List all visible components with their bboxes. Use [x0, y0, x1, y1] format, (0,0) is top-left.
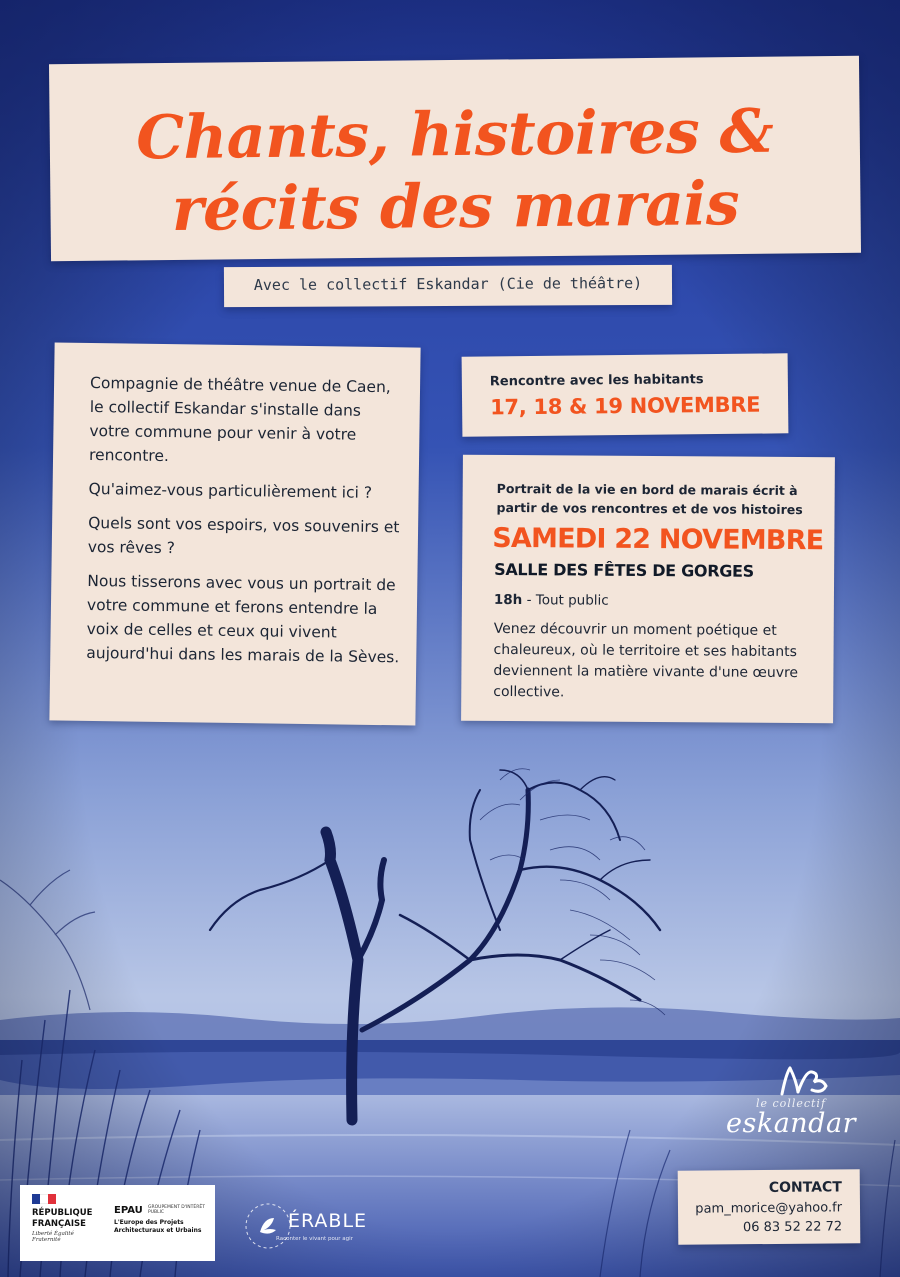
- title-panel: [49, 56, 861, 261]
- event-date: SAMEDI 22 NOVEMBRE: [492, 522, 824, 557]
- title-line-2: récits des marais: [171, 169, 740, 245]
- event-time: 18h: [493, 591, 523, 609]
- event-time-row: [494, 592, 609, 609]
- intro-paragraph: Compagnie de théâtre venue de Caen, le collectif Eskandar s'installe dans votre commune pour venir à votre rencontre.: [88, 373, 391, 466]
- eskandar-small-text: le collectif: [756, 1097, 827, 1110]
- intro-paragraph: Qu'aimez-vous particulièrement ici ?: [88, 479, 373, 502]
- title-line-1: Chants, histoires &: [135, 96, 774, 174]
- event-intro: Portrait de la vie en bord de marais écrit à partir de vos rencontres et de vos histoires: [496, 480, 803, 518]
- republique-line-1: RÉPUBLIQUE: [32, 1208, 93, 1218]
- epau-gip: GROUPEMENT D'INTÉRÊT PUBLIC: [148, 1205, 205, 1215]
- epau-name: EPAU: [114, 1205, 143, 1216]
- subtitle: Avec le collectif Eskandar (Cie de théâtre): [253, 273, 643, 295]
- contact-panel: [678, 1169, 861, 1245]
- meetings-panel: [462, 353, 789, 436]
- french-flag-icon: [32, 1194, 56, 1204]
- event-panel: [461, 455, 835, 724]
- intro-paragraph: Nous tisserons avec vous un portrait de votre commune et ferons entendre la voix de celles et ceux qui vivent aujourd'hui dans les marais de la Sèves.: [86, 571, 400, 667]
- republique-line-2: FRANÇAISE: [32, 1219, 86, 1229]
- eskandar-name: eskandar: [726, 1108, 856, 1139]
- erable-tagline: Raconter le vivant pour agir: [276, 1236, 353, 1242]
- contact-title: CONTACT: [768, 1179, 842, 1197]
- epau-description: L'Europe des Projets Architecturaux et Urbains: [114, 1219, 202, 1234]
- eskandar-logo: [720, 1064, 870, 1144]
- intro-paragraph: Quels sont vos espoirs, vos souvenirs et vos rêves ?: [87, 513, 400, 558]
- eskandar-glyph-icon: [776, 1064, 836, 1098]
- intro-panel: [49, 342, 420, 725]
- subtitle-panel: [224, 265, 672, 307]
- republique-motto: Liberté Égalité Fraternité: [32, 1231, 74, 1243]
- event-audience: - Tout public: [522, 592, 609, 609]
- intro-text: [86, 371, 406, 679]
- partner-logos-box: [20, 1185, 215, 1261]
- meetings-label: Rencontre avec les habitants: [489, 372, 704, 390]
- contact-email[interactable]: pam_morice@yahoo.fr: [695, 1200, 843, 1217]
- event-venue: SALLE DES FÊTES DE GORGES: [494, 559, 755, 581]
- erable-name: ÉRABLE: [288, 1210, 368, 1232]
- meetings-dates: 17, 18 & 19 NOVEMBRE: [489, 392, 761, 420]
- contact-phone[interactable]: 06 83 52 22 72: [742, 1219, 843, 1236]
- erable-logo: [238, 1196, 378, 1256]
- event-description: Venez découvrir un moment poétique et chaleureux, où le territoire et ses habitants deviennent la matière vivante d'une œuvre collective.: [493, 620, 799, 701]
